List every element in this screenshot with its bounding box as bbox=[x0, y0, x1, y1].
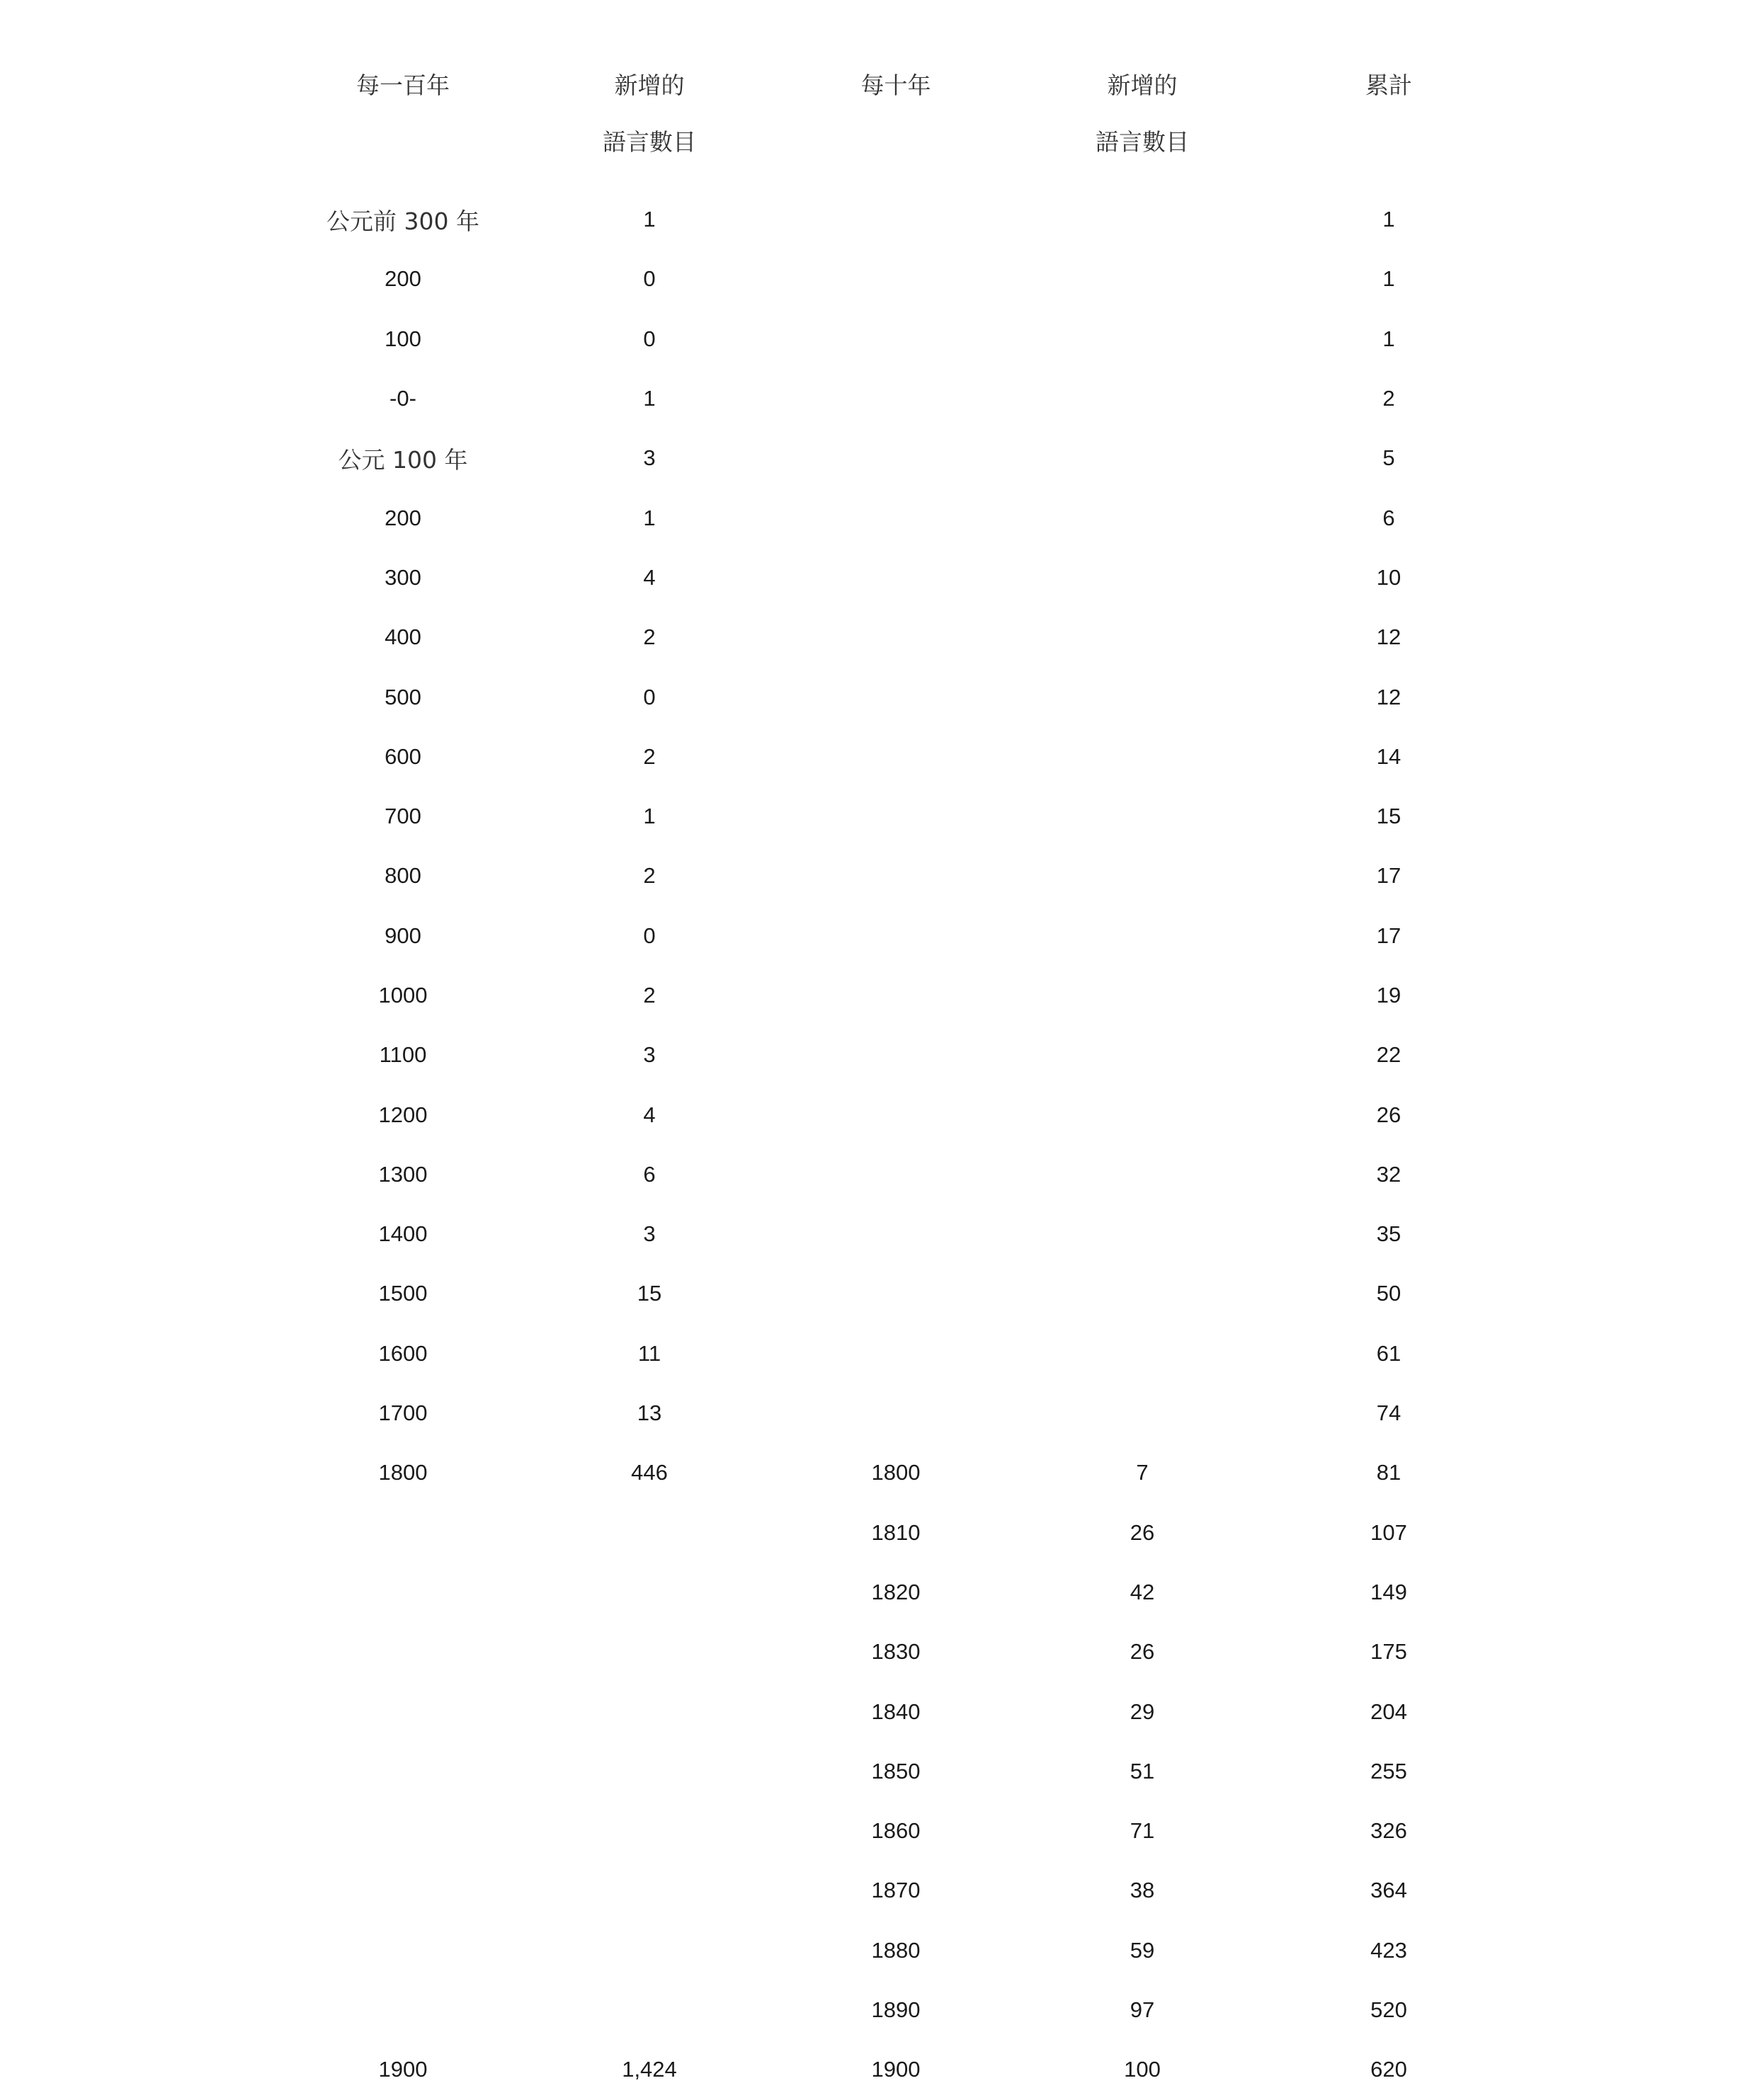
century-cell: 1500 bbox=[378, 1281, 428, 1306]
cumulative-cell: 50 bbox=[1376, 1281, 1401, 1306]
decade-cell bbox=[773, 1264, 1019, 1323]
language-count-table bbox=[280, 62, 1512, 2100]
decade-cell: 1820 bbox=[871, 1579, 921, 1604]
table-row bbox=[280, 1383, 1512, 1443]
cumulative-cell: 520 bbox=[1370, 1997, 1407, 2023]
decade-cell bbox=[773, 906, 1019, 966]
cumulative-cell: 326 bbox=[1370, 1818, 1407, 1844]
cumulative-cell: 6 bbox=[1382, 505, 1395, 530]
decade-new-cell bbox=[1019, 1085, 1266, 1144]
decade-new-cell: 97 bbox=[1130, 1997, 1155, 2023]
table-row bbox=[280, 1563, 1512, 1622]
century-new-cell: 11 bbox=[637, 1340, 661, 1366]
decade-cell bbox=[773, 428, 1019, 488]
century-cell: 600 bbox=[385, 743, 421, 769]
cumulative-cell: 81 bbox=[1376, 1460, 1401, 1485]
header-row-1 bbox=[280, 62, 1512, 105]
header-cumulative: 累計 bbox=[1365, 71, 1412, 99]
table-row bbox=[280, 1861, 1512, 1920]
century-new-cell bbox=[526, 1921, 773, 1980]
century-new-cell: 0 bbox=[643, 266, 656, 292]
cumulative-cell: 35 bbox=[1376, 1221, 1401, 1247]
decade-new-cell bbox=[1019, 1324, 1266, 1383]
decade-new-cell bbox=[1019, 249, 1266, 309]
century-new-cell: 0 bbox=[643, 326, 656, 351]
table-row bbox=[280, 966, 1512, 1025]
decade-new-cell bbox=[1019, 428, 1266, 488]
century-cell: 公元前 300 年 bbox=[326, 207, 479, 235]
century-cell bbox=[280, 1801, 526, 1861]
century-new-cell: 2 bbox=[643, 624, 656, 650]
cumulative-cell: 364 bbox=[1370, 1878, 1407, 1903]
table-row bbox=[280, 1204, 1512, 1264]
century-cell: 800 bbox=[385, 863, 421, 889]
header-century: 每一百年 bbox=[356, 71, 450, 99]
century-cell: 1300 bbox=[378, 1161, 428, 1187]
century-cell: 400 bbox=[385, 624, 421, 650]
table-row bbox=[280, 1742, 1512, 1801]
cumulative-cell: 17 bbox=[1376, 863, 1401, 889]
table-row bbox=[280, 369, 1512, 428]
century-cell bbox=[280, 1682, 526, 1741]
cumulative-cell: 10 bbox=[1376, 564, 1401, 590]
cumulative-cell: 1 bbox=[1382, 266, 1395, 292]
century-new-cell bbox=[526, 1742, 773, 1801]
decade-cell: 1880 bbox=[871, 1937, 921, 1963]
century-cell: 700 bbox=[385, 804, 421, 829]
table-row bbox=[280, 1443, 1512, 1502]
table-row bbox=[280, 1980, 1512, 2040]
decade-cell bbox=[773, 846, 1019, 906]
century-new-cell: 15 bbox=[637, 1281, 662, 1306]
decade-cell: 1850 bbox=[871, 1758, 921, 1784]
decade-cell bbox=[773, 488, 1019, 547]
cumulative-cell: 22 bbox=[1376, 1042, 1401, 1068]
cumulative-cell: 26 bbox=[1376, 1102, 1401, 1127]
decade-new-cell bbox=[1019, 1145, 1266, 1204]
century-cell: 1400 bbox=[378, 1221, 428, 1247]
cumulative-cell: 423 bbox=[1370, 1937, 1407, 1963]
table-row bbox=[280, 1801, 1512, 1861]
decade-cell bbox=[773, 190, 1019, 249]
decade-new-cell bbox=[1019, 727, 1266, 787]
decade-cell bbox=[773, 369, 1019, 428]
header-decade-new: 新增的 bbox=[1107, 71, 1178, 99]
century-cell: 1600 bbox=[378, 1340, 428, 1366]
century-cell: 900 bbox=[385, 923, 421, 948]
decade-cell: 1860 bbox=[871, 1818, 921, 1844]
decade-cell bbox=[773, 727, 1019, 787]
table-row bbox=[280, 1622, 1512, 1682]
header-century-new: 新增的 bbox=[614, 71, 685, 99]
table-row bbox=[280, 428, 1512, 488]
century-new-cell: 3 bbox=[643, 1042, 656, 1068]
decade-new-cell bbox=[1019, 190, 1266, 249]
century-new-cell: 6 bbox=[643, 1161, 656, 1187]
decade-cell bbox=[773, 667, 1019, 726]
decade-cell bbox=[773, 1145, 1019, 1204]
cumulative-cell: 12 bbox=[1376, 624, 1401, 650]
century-cell: 1700 bbox=[378, 1400, 428, 1426]
table-row bbox=[280, 846, 1512, 906]
decade-new-cell: 38 bbox=[1130, 1878, 1155, 1903]
cumulative-cell: 255 bbox=[1370, 1758, 1407, 1784]
cumulative-cell: 204 bbox=[1370, 1699, 1407, 1724]
decade-new-cell bbox=[1019, 846, 1266, 906]
century-cell bbox=[280, 1861, 526, 1920]
decade-cell: 1810 bbox=[871, 1519, 921, 1545]
century-new-cell bbox=[526, 1622, 773, 1682]
cumulative-cell: 107 bbox=[1370, 1519, 1407, 1545]
table-row bbox=[280, 1264, 1512, 1323]
table-row bbox=[280, 607, 1512, 667]
century-cell: 公元 100 年 bbox=[338, 445, 468, 474]
century-cell: 1900 bbox=[378, 2057, 428, 2082]
decade-new-cell bbox=[1019, 369, 1266, 428]
table-row bbox=[280, 190, 1512, 249]
century-new-cell: 0 bbox=[643, 684, 656, 709]
table-row bbox=[280, 1682, 1512, 1741]
century-cell bbox=[280, 1622, 526, 1682]
century-cell: 1800 bbox=[378, 1460, 428, 1485]
cumulative-cell: 620 bbox=[1370, 2057, 1407, 2082]
header-decade-new-sub: 語言數目 bbox=[1096, 127, 1189, 156]
century-cell bbox=[280, 1742, 526, 1801]
century-new-cell: 1,424 bbox=[622, 2057, 677, 2082]
table-row bbox=[280, 667, 1512, 726]
decade-new-cell: 100 bbox=[1124, 2057, 1161, 2082]
decade-cell bbox=[773, 1085, 1019, 1144]
century-cell bbox=[280, 1503, 526, 1563]
decade-cell bbox=[773, 1324, 1019, 1383]
decade-cell bbox=[773, 1204, 1019, 1264]
century-cell: 1100 bbox=[379, 1042, 427, 1068]
century-new-cell: 3 bbox=[643, 445, 656, 471]
decade-new-cell: 59 bbox=[1130, 1937, 1155, 1963]
cumulative-cell: 175 bbox=[1370, 1639, 1407, 1665]
table-body bbox=[280, 190, 1512, 2100]
century-cell: -0- bbox=[390, 386, 416, 411]
decade-cell bbox=[773, 787, 1019, 846]
decade-new-cell: 71 bbox=[1130, 1818, 1155, 1844]
century-new-cell: 2 bbox=[643, 863, 656, 889]
decade-cell: 1900 bbox=[871, 2057, 921, 2082]
table-row bbox=[280, 1503, 1512, 1563]
header-row-2 bbox=[280, 105, 1512, 190]
cumulative-cell: 1 bbox=[1382, 207, 1395, 232]
century-cell: 1200 bbox=[378, 1102, 428, 1127]
table-row bbox=[280, 1145, 1512, 1204]
decade-cell bbox=[773, 548, 1019, 607]
header-decade-sub bbox=[773, 105, 1019, 190]
century-cell: 500 bbox=[385, 684, 421, 709]
cumulative-cell: 2 bbox=[1382, 386, 1395, 411]
century-new-cell: 446 bbox=[631, 1460, 668, 1485]
century-new-cell: 3 bbox=[643, 1221, 656, 1247]
cumulative-cell: 32 bbox=[1376, 1161, 1401, 1187]
decade-new-cell bbox=[1019, 787, 1266, 846]
century-new-cell bbox=[526, 1563, 773, 1622]
decade-cell: 1840 bbox=[871, 1699, 921, 1724]
table-row bbox=[280, 1025, 1512, 1085]
century-new-cell bbox=[526, 1980, 773, 2040]
table-row bbox=[280, 1085, 1512, 1144]
century-new-cell: 0 bbox=[643, 923, 656, 948]
table-row bbox=[280, 309, 1512, 369]
decade-cell bbox=[773, 1025, 1019, 1085]
decade-new-cell: 26 bbox=[1130, 1639, 1155, 1665]
century-cell: 300 bbox=[385, 564, 421, 590]
decade-cell: 1800 bbox=[871, 1460, 921, 1485]
decade-new-cell bbox=[1019, 1383, 1266, 1443]
century-new-cell: 2 bbox=[643, 743, 656, 769]
century-cell: 200 bbox=[385, 505, 421, 530]
decade-new-cell bbox=[1019, 488, 1266, 547]
century-new-cell bbox=[526, 1682, 773, 1741]
decade-cell bbox=[773, 249, 1019, 309]
table-row bbox=[280, 488, 1512, 547]
table-row bbox=[280, 548, 1512, 607]
century-new-cell: 1 bbox=[643, 386, 656, 411]
cumulative-cell: 15 bbox=[1376, 804, 1401, 829]
century-new-cell: 4 bbox=[643, 564, 656, 590]
decade-new-cell bbox=[1019, 1264, 1266, 1323]
header-century-sub bbox=[280, 105, 526, 190]
table-row bbox=[280, 2040, 1512, 2099]
table-row bbox=[280, 787, 1512, 846]
decade-new-cell bbox=[1019, 906, 1266, 966]
century-new-cell: 1 bbox=[643, 804, 656, 829]
decade-new-cell bbox=[1019, 548, 1266, 607]
century-new-cell: 2 bbox=[643, 983, 656, 1008]
decade-cell bbox=[773, 607, 1019, 667]
cumulative-cell: 14 bbox=[1376, 743, 1401, 769]
century-cell: 200 bbox=[385, 266, 421, 292]
cumulative-cell: 5 bbox=[1382, 445, 1395, 471]
decade-cell bbox=[773, 966, 1019, 1025]
cumulative-cell: 12 bbox=[1376, 684, 1401, 709]
decade-new-cell: 26 bbox=[1130, 1519, 1155, 1545]
cumulative-cell: 1 bbox=[1382, 326, 1395, 351]
decade-new-cell bbox=[1019, 1204, 1266, 1264]
table-header bbox=[280, 62, 1512, 190]
table-row bbox=[280, 1324, 1512, 1383]
century-new-cell: 4 bbox=[643, 1102, 656, 1127]
header-century-new-sub: 語言數目 bbox=[603, 127, 696, 156]
decade-new-cell bbox=[1019, 1025, 1266, 1085]
decade-cell bbox=[773, 309, 1019, 369]
cumulative-cell: 19 bbox=[1376, 983, 1401, 1008]
century-cell: 1000 bbox=[378, 983, 428, 1008]
decade-cell: 1830 bbox=[871, 1639, 921, 1665]
cumulative-cell: 74 bbox=[1376, 1400, 1401, 1426]
century-new-cell: 13 bbox=[637, 1400, 662, 1426]
decade-new-cell: 29 bbox=[1130, 1699, 1155, 1724]
table-row bbox=[280, 249, 1512, 309]
table-row bbox=[280, 1921, 1512, 1980]
decade-new-cell: 42 bbox=[1130, 1579, 1155, 1604]
decade-cell: 1870 bbox=[871, 1878, 921, 1903]
century-new-cell bbox=[526, 1801, 773, 1861]
cumulative-cell: 61 bbox=[1376, 1340, 1401, 1366]
century-cell: 100 bbox=[385, 326, 421, 351]
century-new-cell bbox=[526, 1503, 773, 1563]
decade-new-cell bbox=[1019, 966, 1266, 1025]
decade-cell: 1890 bbox=[871, 1997, 921, 2023]
header-decade: 每十年 bbox=[860, 71, 931, 99]
century-new-cell: 1 bbox=[643, 505, 656, 530]
cumulative-cell: 149 bbox=[1370, 1579, 1407, 1604]
decade-new-cell bbox=[1019, 607, 1266, 667]
header-cumulative-sub bbox=[1266, 105, 1512, 190]
century-new-cell: 1 bbox=[643, 207, 656, 232]
decade-new-cell bbox=[1019, 309, 1266, 369]
decade-new-cell bbox=[1019, 667, 1266, 726]
cumulative-cell: 17 bbox=[1376, 923, 1401, 948]
decade-new-cell: 51 bbox=[1130, 1758, 1155, 1784]
decade-cell bbox=[773, 1383, 1019, 1443]
century-new-cell bbox=[526, 1861, 773, 1920]
century-cell bbox=[280, 1563, 526, 1622]
table-row bbox=[280, 727, 1512, 787]
decade-new-cell: 7 bbox=[1136, 1460, 1149, 1485]
table-row bbox=[280, 906, 1512, 966]
century-cell bbox=[280, 1921, 526, 1980]
century-cell bbox=[280, 1980, 526, 2040]
